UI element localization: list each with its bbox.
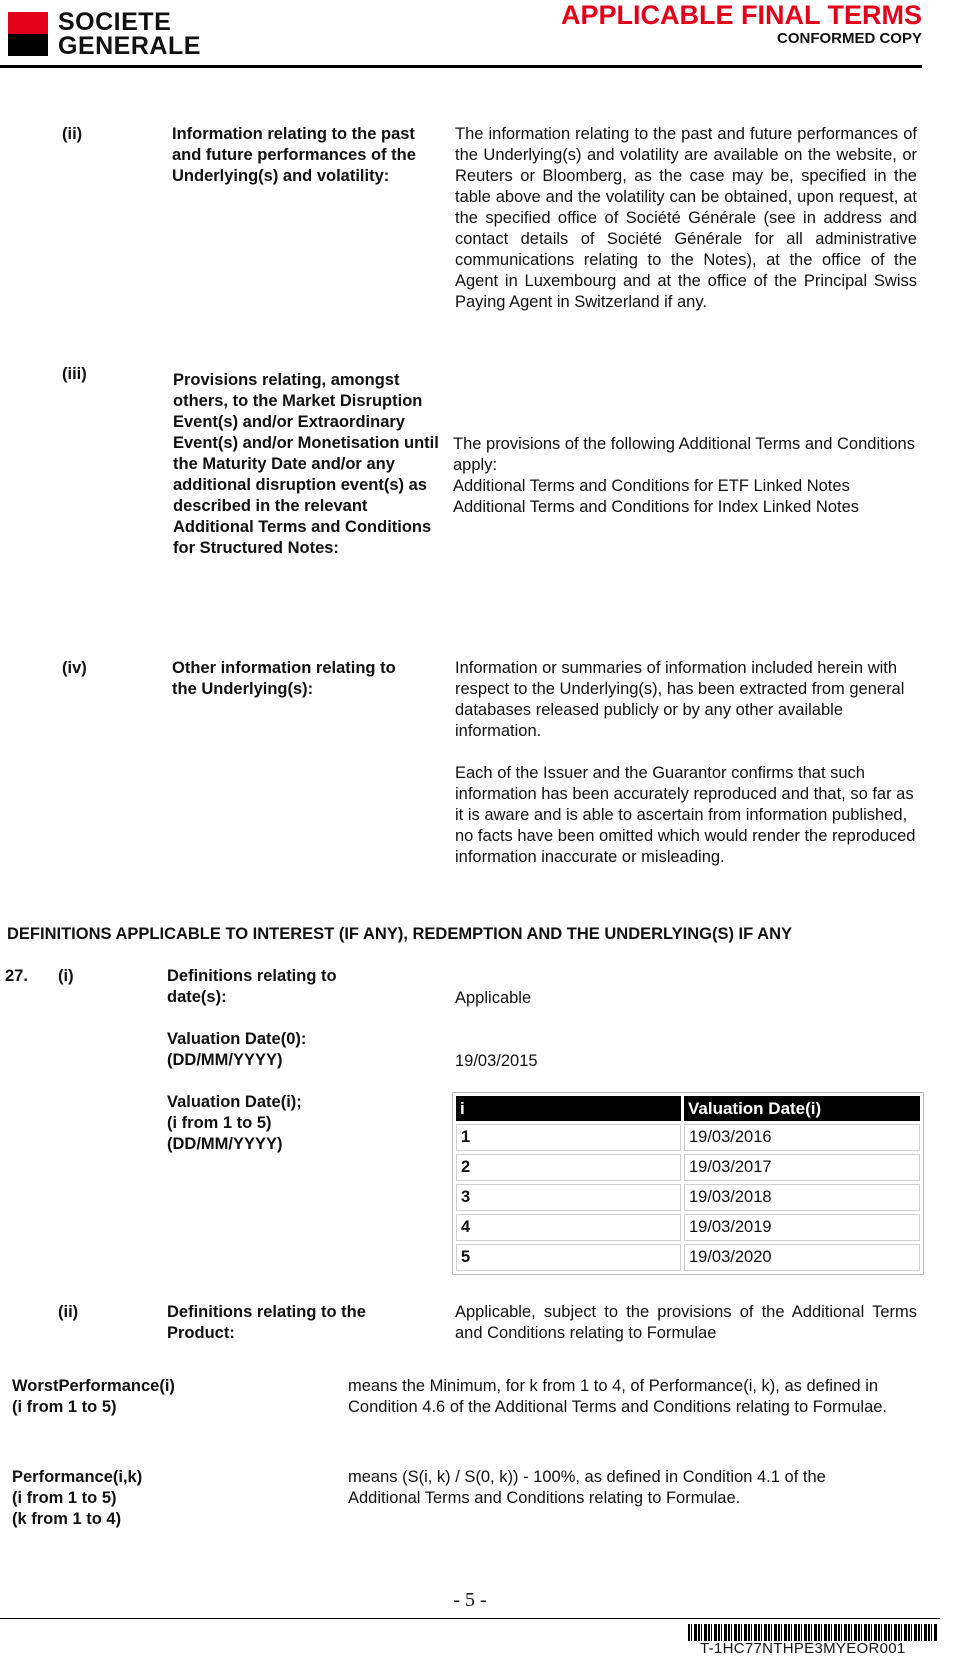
valuation-i-line-3: (DD/MM/YYYY) bbox=[167, 1135, 283, 1153]
label-definitions-product: Definitions relating to the Product: bbox=[167, 1303, 366, 1342]
barcode-text: T-1HC77NTHPE3MYEOR001 bbox=[700, 1640, 906, 1657]
label-definitions-dates: Definitions relating to date(s): bbox=[167, 967, 337, 1006]
document-subtitle: CONFORMED COPY bbox=[776, 30, 922, 47]
table-cell-index: 4 bbox=[456, 1214, 681, 1241]
column-header-valuation-date: Valuation Date(i) bbox=[684, 1096, 920, 1121]
performance-line-1: Performance(i,k) bbox=[12, 1468, 143, 1486]
table-cell-index: 5 bbox=[456, 1244, 681, 1271]
label-past-future-performance: Information relating to the past and future performances of the Underlying(s) and volatility: bbox=[172, 125, 416, 185]
table-cell-date: 19/03/2019 bbox=[684, 1214, 920, 1241]
label-worst-performance bbox=[12, 1376, 312, 1418]
table-row bbox=[456, 1184, 920, 1211]
page-number: - 5 - bbox=[453, 1589, 487, 1611]
footer-divider bbox=[0, 1618, 940, 1619]
value-other-information bbox=[455, 658, 917, 868]
value-definitions-product: Applicable, subject to the provisions of the Additional Terms and Conditions relating to Formulae bbox=[455, 1303, 917, 1342]
item-number-iii: (iii) bbox=[62, 365, 87, 383]
logo-line-1: SOCIETE bbox=[58, 8, 172, 36]
barcode-icon bbox=[688, 1624, 938, 1641]
definitions-heading: DEFINITIONS APPLICABLE TO INTEREST (IF ANY), REDEMPTION AND THE UNDERLYING(S) IF ANY bbox=[7, 925, 792, 943]
section-number-27: 27. bbox=[5, 967, 28, 985]
provisions-intro: The provisions of the following Additional Terms and Conditions apply: bbox=[453, 435, 915, 474]
valuation-dates-table bbox=[452, 1092, 924, 1275]
value-provisions-disruption bbox=[453, 434, 915, 518]
document-title: APPLICABLE FINAL TERMS bbox=[560, 0, 922, 30]
table-cell-date: 19/03/2020 bbox=[684, 1244, 920, 1271]
table-cell-date: 19/03/2017 bbox=[684, 1154, 920, 1181]
table-row bbox=[456, 1214, 920, 1241]
valuation-i-line-1: Valuation Date(i); bbox=[167, 1093, 302, 1111]
label-valuation-date-0: Valuation Date(0): (DD/MM/YYYY) bbox=[167, 1030, 307, 1069]
label-performance bbox=[12, 1467, 312, 1530]
logo-line-2: GENERALE bbox=[58, 32, 201, 60]
label-other-information: Other information relating to the Underlying(s): bbox=[172, 659, 396, 698]
table-cell-date: 19/03/2016 bbox=[684, 1124, 920, 1151]
worst-performance-line-2: (i from 1 to 5) bbox=[12, 1398, 117, 1416]
value-past-future-performance: The information relating to the past and future performances of the Underlying(s) and volatility are available on the website, or Reuters or Bloomberg, as the case may be, specified in the table above and the volatility can be obtained, upon request, at the specified office of Société Générale (see in address and contact details of Société Générale for all administrative communications relating to the Notes), at the office of the Agent in Luxembourg and at the office of the Principal Swiss Paying Agent in Switzerland if any. bbox=[455, 125, 917, 311]
value-definitions-dates: Applicable bbox=[455, 989, 532, 1007]
table-row bbox=[456, 1154, 920, 1181]
other-info-paragraph-2: Each of the Issuer and the Guarantor confirms that such information has been accurately reproduced and that, so far as it is aware and is able to ascertain from information published, no facts have been omitted which would render the reproduced information inaccurate or misleading. bbox=[455, 764, 916, 866]
item-number-ii: (ii) bbox=[62, 125, 83, 143]
provisions-index-linked: Additional Terms and Conditions for Index Linked Notes bbox=[453, 498, 860, 516]
column-header-i: i bbox=[456, 1096, 681, 1121]
table-cell-date: 19/03/2018 bbox=[684, 1184, 920, 1211]
table-cell-index: 1 bbox=[456, 1124, 681, 1151]
value-worst-performance: means the Minimum, for k from 1 to 4, of Performance(i, k), as defined in Condition 4.6 of the Additional Terms and Conditions relating to Formulae. bbox=[348, 1377, 888, 1416]
valuation-i-line-2: (i from 1 to 5) bbox=[167, 1114, 272, 1132]
table-row bbox=[456, 1124, 920, 1151]
item-number-i: (i) bbox=[58, 967, 74, 985]
label-provisions-disruption: Provisions relating, amongst others, to the Market Disruption Event(s) and/or Extraordinary Event(s) and/or Monetisation until the Maturity Date and/or any additional disruption event(s) as described in the relevant Additional Terms and Conditions for Structured Notes: bbox=[173, 371, 439, 557]
performance-line-3: (k from 1 to 4) bbox=[12, 1510, 122, 1528]
other-info-paragraph-1: Information or summaries of information included herein with respect to the Underlying(s), has been extracted from general databases released publicly or by any other available information. bbox=[455, 659, 905, 740]
performance-line-2: (i from 1 to 5) bbox=[12, 1489, 117, 1507]
value-performance: means (S(i, k) / S(0, k)) - 100%, as defined in Condition 4.1 of the Additional Terms and Conditions relating to Formulae. bbox=[348, 1468, 826, 1507]
societe-generale-logo-icon bbox=[8, 12, 48, 56]
table-row bbox=[456, 1244, 920, 1271]
table-header-row bbox=[456, 1096, 920, 1121]
value-valuation-date-0: 19/03/2015 bbox=[455, 1052, 538, 1070]
label-valuation-date-i bbox=[167, 1092, 367, 1155]
company-logo-text bbox=[58, 10, 201, 58]
item-number-iv: (iv) bbox=[62, 659, 87, 677]
table-cell-index: 3 bbox=[456, 1184, 681, 1211]
header-divider bbox=[0, 65, 922, 68]
table-cell-index: 2 bbox=[456, 1154, 681, 1181]
provisions-etf-linked: Additional Terms and Conditions for ETF Linked Notes bbox=[453, 477, 850, 495]
item-number-ii-product: (ii) bbox=[58, 1303, 79, 1321]
worst-performance-line-1: WorstPerformance(i) bbox=[12, 1377, 175, 1395]
